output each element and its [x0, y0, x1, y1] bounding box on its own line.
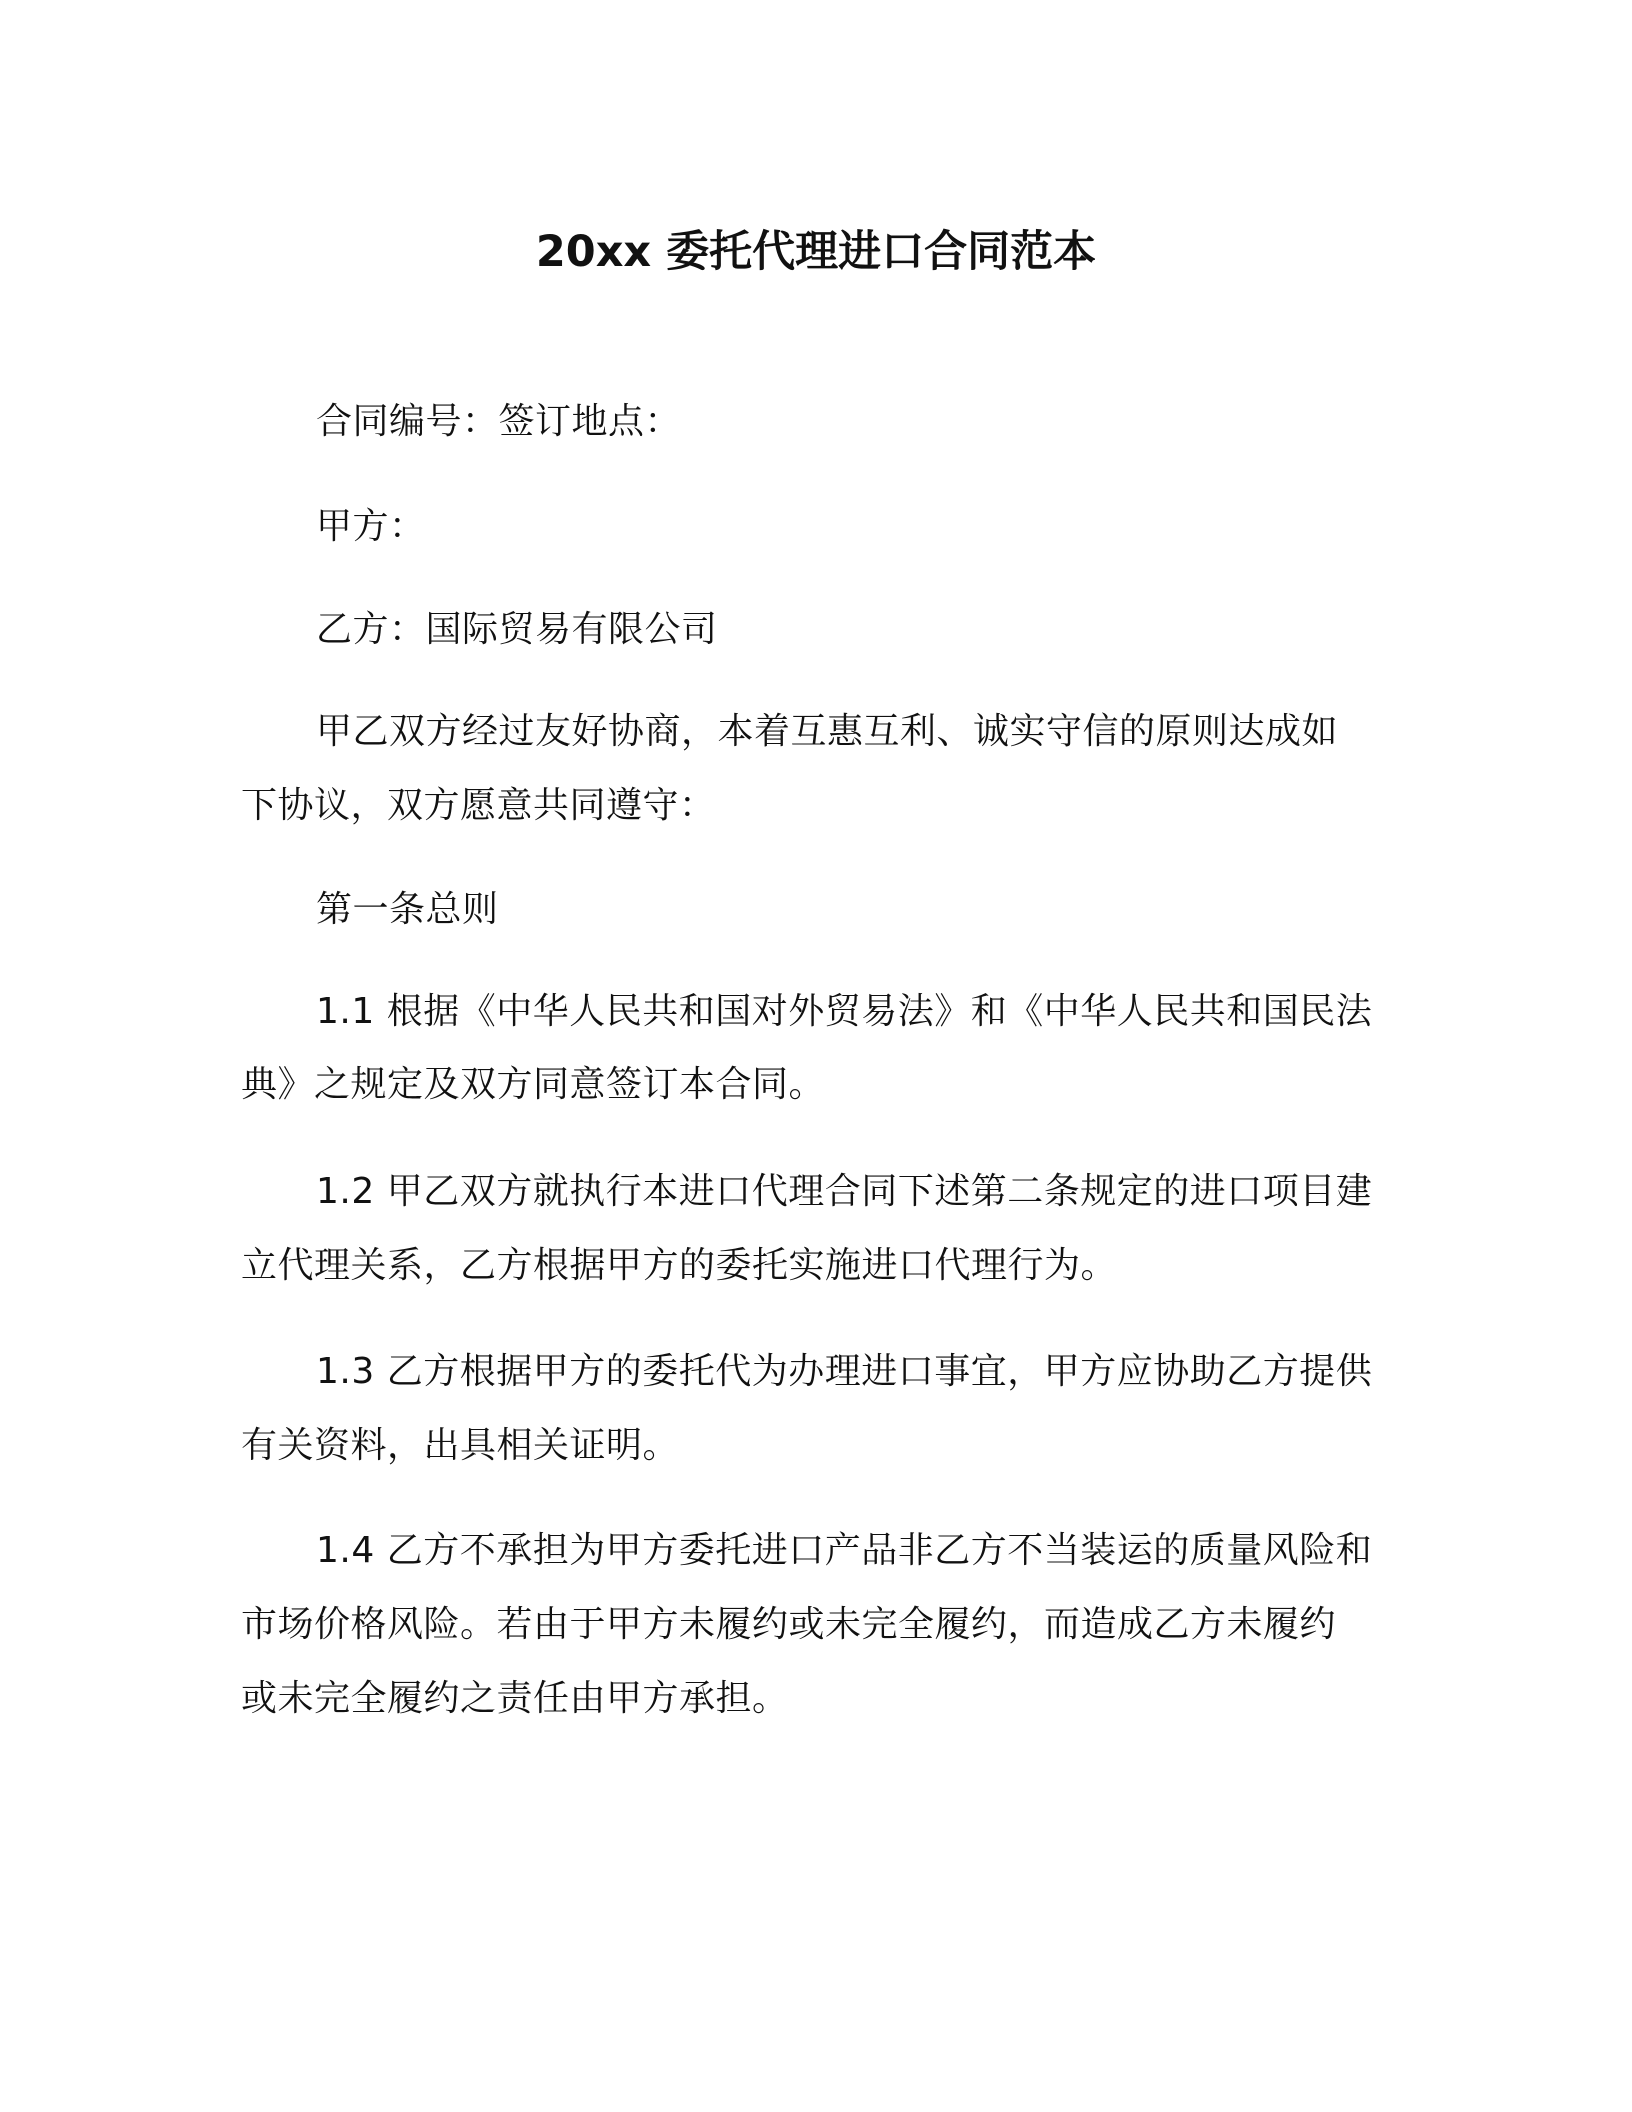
party-b-field: 乙方：国际贸易有限公司	[316, 609, 718, 650]
article-1-heading: 第一条总则	[316, 889, 499, 930]
clause-1-2-line-1: 1.2 甲乙双方就执行本进口代理合同下述第二条规定的进口项目建	[316, 1171, 1373, 1212]
clause-1-4-line-1: 1.4 乙方不承担为甲方委托进口产品非乙方不当装运的质量风险和	[316, 1530, 1373, 1571]
clause-1-1-line-2: 典》之规定及双方同意签订本合同。	[241, 1064, 826, 1105]
preamble-line-2: 下协议，双方愿意共同遵守：	[241, 785, 716, 826]
clause-1-4-line-2: 市场价格风险。若由于甲方未履约或未完全履约，而造成乙方未履约	[241, 1604, 1337, 1645]
clause-1-4-line-3: 或未完全履约之责任由甲方承担。	[241, 1678, 789, 1719]
document-title: 20xx 委托代理进口合同范本	[535, 227, 1097, 277]
preamble-line-1: 甲乙双方经过友好协商，本着互惠互利、诚实守信的原则达成如	[316, 711, 1339, 752]
party-a-field: 甲方：	[316, 506, 426, 547]
clause-1-2-line-2: 立代理关系，乙方根据甲方的委托实施进口代理行为。	[241, 1245, 1118, 1286]
clause-1-1-line-1: 1.1 根据《中华人民共和国对外贸易法》和《中华人民共和国民法	[316, 991, 1373, 1032]
clause-1-3-line-1: 1.3 乙方根据甲方的委托代为办理进口事宜，甲方应协助乙方提供	[316, 1351, 1373, 1392]
clause-1-3-line-2: 有关资料，出具相关证明。	[241, 1425, 680, 1466]
contract-number-place-field: 合同编号：签订地点：	[316, 401, 682, 442]
